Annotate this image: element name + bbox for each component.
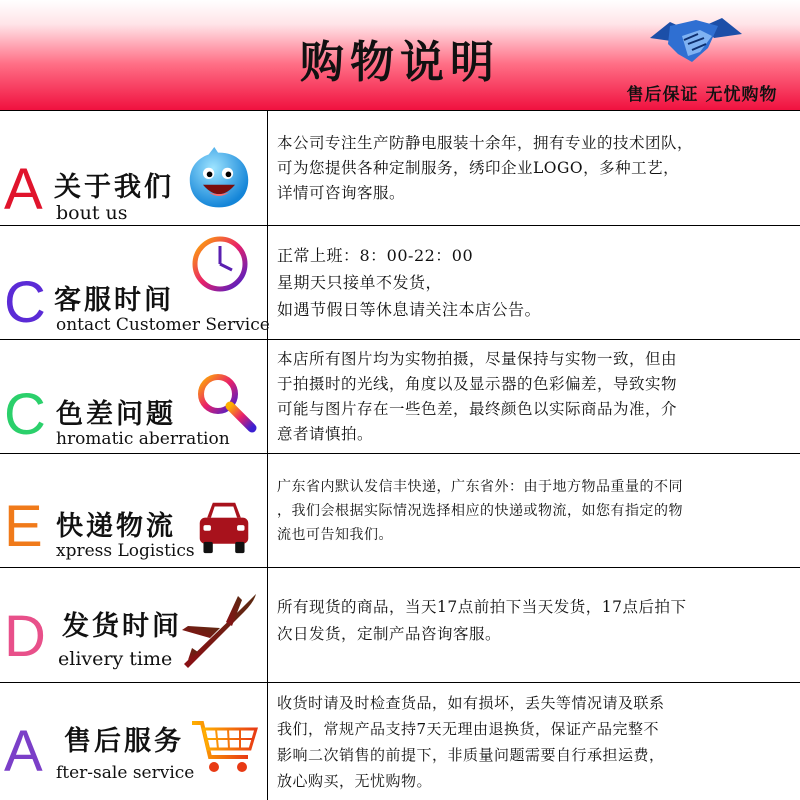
- section-letter: E: [4, 494, 43, 559]
- section-subtitle-en: elivery time: [58, 648, 173, 670]
- header-banner: [0, 0, 800, 110]
- section-label-cell: [0, 568, 268, 682]
- section-letter: D: [4, 604, 46, 669]
- section-label-cell: [0, 111, 268, 225]
- smiley-chat-icon: [186, 147, 252, 213]
- section-description-cell: [269, 226, 800, 339]
- airplane-icon: [180, 590, 260, 670]
- section-letter: C: [4, 270, 46, 335]
- section-subtitle-en: ontact Customer Service: [56, 315, 270, 335]
- header-slogan: 售后保证 无忧购物: [626, 85, 778, 105]
- section-about-us: [0, 110, 800, 225]
- page-title: 购物说明: [300, 37, 500, 88]
- section-letter: A: [4, 719, 43, 784]
- section-title-zh: 色差问题: [56, 399, 176, 430]
- section-title-zh: 关于我们: [54, 172, 174, 203]
- section-description: 所有现货的商品，当天17点前拍下当天发货，17点后拍下 次日发货，定制产品咨询客服。: [277, 598, 687, 643]
- section-description: 本店所有图片均为实物拍摄，尽量保持与实物一致，但由 于拍摄时的光线，角度以及显示器的色彩偏差，导致实物 可能与图片存在一些色差，最终颜色以实际商品为准，介 意者请慎拍。: [277, 349, 678, 443]
- section-description-cell: [269, 683, 800, 800]
- section-label-cell: [0, 454, 268, 567]
- section-description: 本公司专注生产防静电服装十余年，拥有专业的技术团队， 可为您提供各种定制服务，绣印企业LOGO，多种工艺， 详情可咨询客服。: [277, 133, 694, 202]
- section-title-zh: 发货时间: [62, 611, 182, 642]
- section-delivery-time: [0, 567, 800, 682]
- shopping-info-table: [0, 110, 800, 800]
- section-letter: C: [4, 382, 46, 447]
- section-title-zh: 售后服务: [64, 726, 184, 757]
- section-after-sale-service: [0, 682, 800, 800]
- section-subtitle-en: hromatic aberration: [56, 429, 230, 449]
- section-customer-service: [0, 225, 800, 339]
- section-label-cell: [0, 340, 268, 453]
- section-label-cell: [0, 226, 268, 339]
- handshake-icon: [648, 8, 744, 74]
- section-title-zh: 快递物流: [56, 511, 176, 542]
- section-express-logistics: [0, 453, 800, 567]
- section-chromatic-aberration: [0, 339, 800, 453]
- shopping-cart-icon: [190, 719, 260, 775]
- section-description: 广东省内默认发信丰快递，广东省外：由于地方物品重量的不同 ，我们会根据实际情况选择相应的快递或物流，如您有指定的物 流也可告知我们。: [277, 478, 683, 543]
- section-letter: A: [4, 157, 43, 222]
- section-description-cell: [269, 111, 800, 225]
- section-description-cell: [269, 568, 800, 682]
- car-icon: [196, 496, 252, 558]
- section-subtitle-en: fter-sale service: [56, 763, 195, 783]
- clock-icon: [190, 234, 250, 294]
- section-description-cell: [269, 340, 800, 453]
- section-subtitle-en: xpress Logistics: [56, 541, 195, 561]
- section-subtitle-en: bout us: [56, 202, 128, 224]
- section-title-zh: 客服时间: [54, 285, 174, 316]
- section-description: 收货时请及时检查货品，如有损坏，丢失等情况请及联系 我们，常规产品支持7天无理由退换货，保证产品完整不 影响二次销售的前提下，非质量问题需要自行承担运费， 放心购买，无忧购物。: [277, 693, 665, 790]
- section-description: 正常上班：8：00-22：00 星期天只接单不发货， 如遇节假日等休息请关注本店公告。: [277, 246, 542, 319]
- section-label-cell: [0, 683, 268, 800]
- magnifier-icon: [194, 370, 258, 434]
- section-description-cell: [269, 454, 800, 567]
